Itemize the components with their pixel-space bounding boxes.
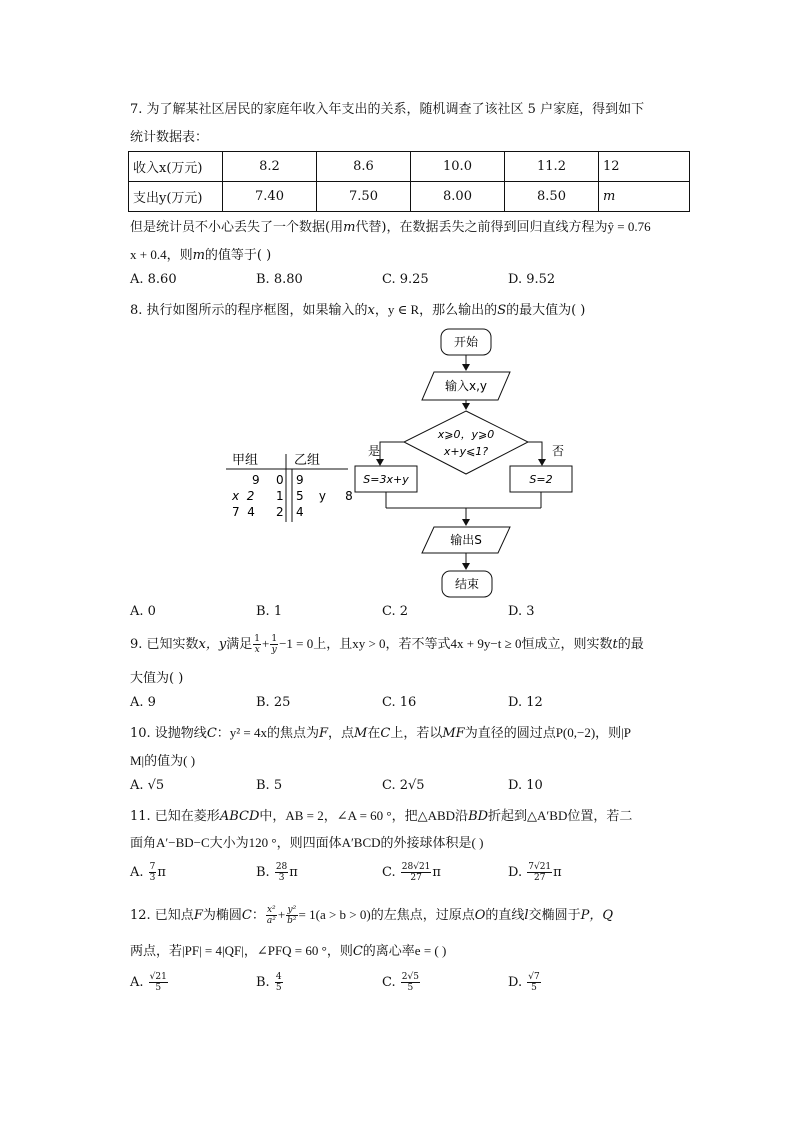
text: 两点，若|PF| = 4|QF|，∠PFQ = 60 °，则: [130, 943, 353, 958]
text: = 1(a > b > 0)的左焦点，过原点: [298, 907, 475, 922]
table-cell: 8.6: [317, 152, 411, 182]
var-abcd: ABCD: [219, 809, 260, 824]
q12-option-a: [130, 968, 169, 998]
text: 交椭圆于: [528, 908, 581, 923]
var-xy: x，y: [198, 637, 227, 652]
q7-stat-table: [128, 151, 690, 212]
option-label: B.: [256, 865, 270, 880]
text: 代替)，在数据丢失之前得到回归直线方程为: [355, 220, 608, 235]
table-cell: 7.50: [317, 182, 411, 212]
flow-arrow-yes: [380, 442, 404, 465]
q12-option-c: [382, 968, 421, 998]
table-cell: 7.40: [223, 182, 317, 212]
pi: π: [289, 865, 298, 880]
fraction: [149, 972, 168, 993]
q11-option-d: [508, 858, 562, 888]
flowchart: [350, 324, 590, 604]
option-label: C.: [382, 865, 396, 880]
text: 中，AB = 2，∠A = 60 °，把△ABD沿: [259, 808, 469, 823]
var-c: C: [380, 726, 391, 741]
text: 的最大值为( ): [506, 303, 586, 318]
numerator: √21: [149, 972, 167, 982]
option-label: D.: [508, 975, 523, 990]
q12-option-b: [256, 968, 284, 998]
numerator: 2√5: [401, 972, 419, 982]
q8-option-c: C. 2: [382, 604, 409, 619]
text: x + 0.4，则: [130, 247, 193, 262]
option-label: B.: [256, 975, 270, 990]
flow-arrow-no: [528, 442, 542, 465]
text: −1 = 0上，且xy > 0，若不等式4x + 9y−t ≥ 0恒成立，则实数: [279, 636, 613, 651]
stem-leaf-stem: 0: [276, 473, 284, 487]
var-bd: BD: [468, 809, 489, 824]
q11-option-a: [130, 858, 166, 888]
fraction: [275, 862, 288, 883]
q9-option-c: C. 16: [382, 695, 417, 710]
text: ，点: [328, 726, 355, 741]
numerator: y²: [287, 905, 297, 915]
var-c: C: [241, 908, 252, 923]
var-m: m: [192, 248, 205, 263]
fraction: [253, 634, 261, 655]
text: ：: [251, 908, 265, 923]
var-t: t: [612, 637, 618, 652]
numerator: 7√21: [528, 862, 552, 872]
text: 折起到△A′BD位置，若二: [488, 808, 633, 823]
stem-leaf-left: 9: [252, 473, 260, 487]
q7-option-d: D. 9.52: [508, 272, 556, 287]
table-row: [129, 152, 690, 182]
q10-stem-line1: [130, 722, 631, 741]
stem-leaf-left: 7 4: [232, 505, 255, 519]
q9-option-b: B. 25: [256, 695, 291, 710]
table-cell: 12: [599, 152, 690, 182]
flow-yes-label: 是: [368, 444, 381, 458]
text: 的值等于( ): [204, 248, 272, 263]
var-pq: P，Q: [580, 908, 613, 923]
var-m: m: [343, 220, 356, 235]
numerator: 1: [254, 634, 260, 644]
denominator: 27: [410, 873, 422, 883]
denominator: y: [271, 645, 277, 655]
q12-stem-line1: [130, 900, 613, 931]
var-f: F: [193, 908, 203, 923]
q7-stem-line3: [130, 216, 651, 235]
option-label: A.: [130, 975, 144, 990]
q8-option-d: D. 3: [508, 604, 535, 619]
stem-leaf-left: x 2: [232, 489, 255, 503]
fraction: [149, 862, 157, 883]
text: 的直线: [485, 908, 525, 923]
table-cell: 8.2: [223, 152, 317, 182]
numerator: 1: [271, 634, 278, 644]
q12-option-d: [508, 968, 542, 998]
text: 满足: [226, 637, 253, 652]
q7-stem-line2: 统计数据表：: [130, 130, 209, 145]
fraction: [527, 862, 552, 883]
option-label: C.: [382, 975, 396, 990]
denominator: 27: [533, 873, 546, 883]
q8-stem: [130, 299, 585, 318]
table-row: [129, 182, 690, 212]
flow-output-label: 输出S: [450, 533, 482, 547]
q8-option-a: A. 0: [130, 604, 156, 619]
text: 8. 执行如图所示的程序框图，如果输入的: [130, 303, 368, 318]
var-m: M: [354, 726, 368, 741]
q7-option-a: A. 8.60: [130, 272, 177, 287]
var-mf: MF: [442, 726, 465, 741]
flow-condition-line1: x⩾0，y⩾0: [437, 428, 495, 441]
var-c: C: [206, 726, 217, 741]
flow-input-label: 输入x,y: [444, 379, 488, 393]
table-cell: 8.50: [505, 182, 599, 212]
numerator: 28√21: [401, 862, 431, 872]
denominator: a²: [266, 916, 276, 926]
text: +: [261, 636, 270, 651]
text: 的离心率e = ( ): [362, 943, 447, 958]
regression-eq: ŷ = 0.76: [607, 219, 651, 234]
q9-option-d: D. 12: [508, 695, 543, 710]
q7-stem-line4: [130, 244, 271, 263]
q7-option-b: B. 8.80: [256, 272, 303, 287]
fraction: [401, 972, 420, 993]
q10-stem-line2: M|的值为( ): [130, 753, 196, 768]
denominator: x: [254, 645, 260, 655]
stem-leaf-head-left: 甲组: [232, 453, 259, 468]
q11-option-b: [256, 858, 298, 888]
flow-condition-diamond: [404, 411, 528, 474]
q7-stem-line1: 7. 为了解某社区居民的家庭年收入年支出的关系，随机调查了该社区 5 户家庭，得到如下: [130, 102, 645, 117]
table-cell: 支出y(万元): [129, 182, 223, 212]
q9-stem-line2: 大值为( ): [130, 671, 184, 686]
text: 12. 已知点: [130, 908, 194, 923]
text: ，y ∈ R，那么输出的: [374, 302, 498, 317]
text: 在: [367, 726, 381, 741]
table-cell: 11.2: [505, 152, 599, 182]
stem-leaf-plot: [218, 448, 358, 524]
fraction: [266, 905, 277, 926]
pi: π: [553, 865, 562, 880]
option-label: A.: [130, 865, 144, 880]
denominator: 3: [278, 873, 285, 883]
stem-leaf-right: 9: [296, 473, 304, 487]
text: ：y² = 4x的焦点为: [216, 725, 319, 740]
flow-left-label: S=3x+y: [363, 473, 409, 486]
pi: π: [432, 865, 441, 880]
option-label: D.: [508, 865, 523, 880]
numerator: 28: [275, 862, 288, 872]
q12-stem-line2: [130, 940, 446, 959]
denominator: 3: [149, 873, 156, 883]
q10-option-b: B. 5: [256, 778, 283, 793]
text: +: [277, 907, 286, 922]
numerator: x²: [266, 905, 276, 915]
table-cell: 10.0: [411, 152, 505, 182]
stem-leaf-stem: 1: [276, 489, 284, 503]
text: 的最: [617, 637, 644, 652]
table-cell: m: [599, 182, 690, 212]
flow-no-label: 否: [552, 444, 565, 458]
denominator: 5: [155, 983, 162, 993]
text: 但是统计员不小心丢失了一个数据(用: [130, 220, 344, 235]
q10-option-c: C. 2√5: [382, 778, 425, 793]
text: 为直径的圆过点P(0,−2)，则|P: [464, 725, 631, 740]
fraction: [401, 862, 432, 883]
flow-start-label: 开始: [453, 335, 479, 349]
q10-option-d: D. 10: [508, 778, 543, 793]
text: 上，若以: [390, 726, 443, 741]
var-o: O: [474, 908, 486, 923]
fraction: [275, 972, 283, 993]
fraction: [527, 972, 540, 993]
var-s: S: [497, 303, 507, 318]
stem-leaf-head-right: 乙组: [294, 453, 321, 468]
stem-leaf-right: 4: [296, 505, 304, 519]
table-cell: 8.00: [411, 182, 505, 212]
q7-option-c: C. 9.25: [382, 272, 429, 287]
q8-option-b: B. 1: [256, 604, 283, 619]
var-l: l: [524, 908, 529, 923]
q10-option-a: A. √5: [130, 778, 165, 793]
fraction: [286, 905, 297, 926]
flow-end-label: 结束: [454, 577, 480, 591]
fraction: [270, 634, 278, 655]
pi: π: [157, 865, 166, 880]
stem-leaf-right: 5 y 8: [296, 489, 353, 503]
flow-condition-line2: x+y⩽1?: [443, 445, 489, 458]
table-cell: 收入x(万元): [129, 152, 223, 182]
text: 10. 设抛物线: [130, 726, 207, 741]
var-c: C: [352, 944, 363, 959]
q9-stem-line1: [130, 630, 644, 659]
var-f: F: [319, 726, 329, 741]
denominator: 5: [531, 983, 537, 993]
text: 11. 已知在菱形: [130, 809, 220, 824]
text: 9. 已知实数: [130, 637, 199, 652]
q11-option-c: [382, 858, 441, 888]
numerator: 7: [149, 862, 156, 872]
var-x: x: [367, 303, 375, 318]
numerator: √7: [528, 972, 540, 982]
stem-leaf-stem: 2: [276, 505, 284, 519]
denominator: 5: [275, 983, 282, 993]
q11-stem-line2: 面角A′−BD−C大小为120 °，则四面体A′BCD的外接球体积是( ): [130, 835, 484, 850]
denominator: b²: [287, 916, 297, 926]
text: 为椭圆: [202, 908, 242, 923]
flow-right-label: S=2: [529, 473, 553, 486]
q9-option-a: A. 9: [130, 695, 156, 710]
numerator: 4: [275, 972, 282, 982]
denominator: 5: [407, 983, 414, 993]
q11-stem-line1: [130, 805, 632, 824]
